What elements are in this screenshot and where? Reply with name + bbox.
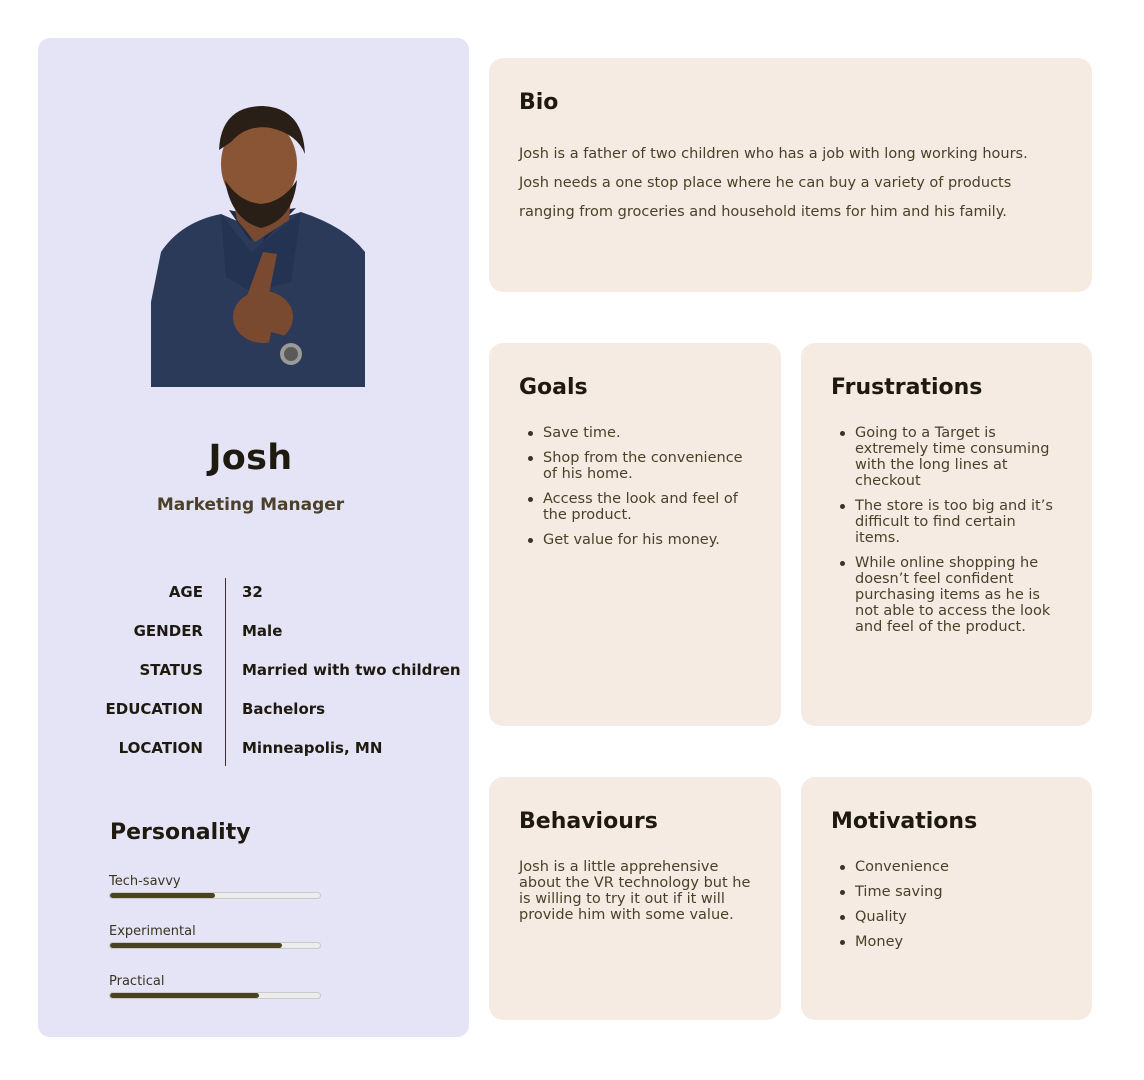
bio-card [489, 58, 1092, 292]
fact-label: GENDER [133, 622, 203, 640]
list-item: Get value for his money. [543, 532, 751, 548]
list-item: While online shopping he doesn’t feel confident purchasing items as he is not able to access the look and feel of the product. [855, 555, 1062, 635]
fact-value: 32 [242, 583, 263, 601]
frustrations-list [831, 425, 1062, 635]
motivations-list [831, 859, 1062, 950]
goals-card [489, 343, 781, 726]
trait-label: Experimental [109, 924, 196, 939]
trait-bar [109, 992, 321, 999]
fact-value: Male [242, 622, 283, 640]
trait-bar [109, 942, 321, 949]
list-item: Time saving [855, 884, 1062, 900]
behaviours-card [489, 777, 781, 1020]
persona-role: Marketing Manager [156, 495, 345, 515]
personality-title: Personality [110, 820, 251, 845]
list-item: Money [855, 934, 1062, 950]
list-item: Save time. [543, 425, 751, 441]
fact-row-age [38, 583, 469, 607]
list-item: Quality [855, 909, 1062, 925]
list-item: Access the look and feel of the product. [543, 491, 751, 523]
fact-value: Married with two children [242, 661, 461, 679]
trait-bar [109, 892, 321, 899]
profile-photo [151, 102, 365, 387]
fact-label: STATUS [139, 661, 203, 679]
goals-title: Goals [519, 375, 588, 400]
fact-label: EDUCATION [105, 700, 203, 718]
profile-panel [38, 38, 469, 1037]
motivations-card [801, 777, 1092, 1020]
fact-row-gender [38, 622, 469, 646]
fact-value: Minneapolis, MN [242, 739, 383, 757]
fact-label: AGE [168, 583, 203, 601]
behaviours-text: Josh is a little apprehensive about the VR technology but he is willing to try it out if it will provide him with some value. [519, 859, 751, 923]
trait-bar-fill [110, 993, 259, 998]
persona-name: Josh [208, 438, 293, 478]
fact-row-status [38, 661, 469, 685]
trait-label: Practical [109, 974, 165, 989]
frustrations-title: Frustrations [831, 375, 983, 400]
bio-text: Josh is a father of two children who has a job with long working hours. Josh needs a one stop place where he can buy a variety of products ranging from groceries and household items for him and his family. [519, 146, 1028, 220]
trait-bar-fill [110, 943, 282, 948]
list-item: The store is too big and it’s difficult to find certain items. [855, 498, 1062, 546]
fact-value: Bachelors [242, 700, 326, 718]
fact-label: LOCATION [118, 739, 203, 757]
trait-label: Tech-savvy [109, 874, 181, 889]
list-item: Going to a Target is extremely time consuming with the long lines at checkout [855, 425, 1062, 489]
list-item: Convenience [855, 859, 1062, 875]
fact-row-location [38, 739, 469, 763]
trait-bar-fill [110, 893, 215, 898]
behaviours-title: Behaviours [519, 809, 658, 834]
trait-practical [109, 974, 321, 999]
trait-tech-savvy [109, 874, 321, 899]
bio-title: Bio [519, 90, 559, 115]
frustrations-card [801, 343, 1092, 726]
motivations-title: Motivations [831, 809, 978, 834]
list-item: Shop from the convenience of his home. [543, 450, 751, 482]
fact-row-education [38, 700, 469, 724]
goals-list [519, 425, 751, 548]
trait-experimental [109, 924, 321, 949]
